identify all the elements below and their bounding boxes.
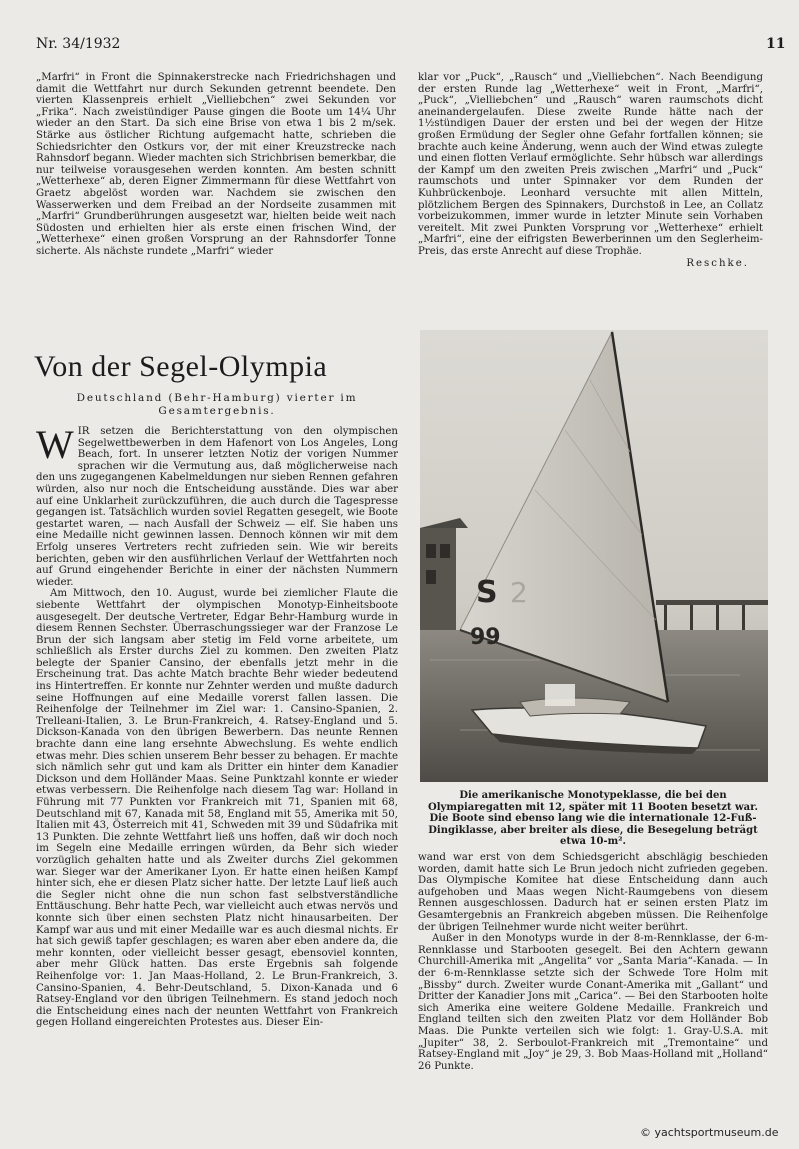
drop-cap: W [36,426,74,467]
article-subheadline: Deutschland (Behr-Hamburg) vierter im Gesamtergebnis. [76,392,358,417]
top-right-column-text: klar vor „Puck“, „Rausch“ und „Vielliebchen“. Nach Beendigung der ersten Runde lag „Wetterhexe“ weit in Front, „Marfri“, „Puck“, „Vielliebchen“ und „Rausch“ waren raumschots dicht aneinandergelaufen. Diese zweite Runde hätte nach der 1½stündigen Dauer der ersten und bei der wegen der Hitze großen Ermüdung der Segler ohne Gefahr fortfallen können; sie brachte auch keine Änderung, wenn auch der Wind etwas zulegte und einen flotten Verlauf ermöglichte. Sehr hübsch war allerdings der Kampf um den zweiten Preis zwischen „Marfri“ und „Puck“ raumschots und unter Spinnaker vor dem Runden der Kuhbrückenboje. Leonhard versuchte mit allen Mitteln, plötzlichem Bergen des Spinnakers, Durchstoß in Lee, an Collatz vorbeizukommen, immer wurde in letzter Minute sein Vorhaben vereitelt. Mit zwei Punkten Vorsprung vor „Wetterhexe“ erhielt „Marfri“, eine der eifrigsten Bewerberinnen um den Seglerheim-Preis, das erste Anrecht auf diese Trophäe. [418,72,763,257]
copyright-watermark: © yachtsportmuseum.de [640,1126,779,1139]
article-headline: Von der Segel-Olympia [34,350,328,383]
article-right-paragraph-1: wand war erst von dem Schiedsgericht abschlägig beschieden worden, damit hatte sich Le Brun jedoch nicht zufrieden gegeben. Das Olympische Komitee hat diese Entscheidung dann auch aufgehoben und Maas wegen Nicht-Raumgebens von diesem Rennen ausgeschlossen. Dadurch hat er seinen ersten Platz im Gesamtergebnis an Frankreich abgeben müssen. Die Reihenfolge der übrigen Teilnehmer wurde nicht weiter berührt. [418,852,768,933]
sailboat-photo [420,330,768,782]
issue-number: Nr. 34/1932 [36,36,121,52]
top-left-column-text: „Marfri“ in Front die Spinnakerstrecke nach Friedrichshagen und damit die Wettfahrt nur durch Sekunden getrennt beendete. Den vierten Klassenpreis erhielt „Vielliebchen“ zwei Sekunden vor „Frika“. Nach zweistündiger Pause gingen die Boote um 14¼ Uhr wieder an den Start. Da sich eine Brise von etwa 1 bis 2 m/sek. Stärke aus östlicher Richtung aufgemacht hatte, schrieben die Schiedsrichter den Ostkurs vor, der mit einer Kreuzstrecke nach Rahnsdorf begann. Wieder machten sich Strichbrisen bemerkbar, die nur teilweise vorausgesehen werden konnten. Am besten schnitt „Wetterhexe“ ab, deren Eigner Zimmermann für diese Wettfahrt von Graetz abgelöst worden war. Nachdem sie zwischen den Wasserwerken und dem Freibad an der Nordseite zusammen mit „Marfri“ Grundberührungen ausgesetzt war, hielten beide weit nach Südosten und erhielten hier als erste einen frischen Wind, der „Wetterhexe“ einen großen Vorsprung an der Rahnsdorfer Tonne sicherte. Als nächste rundete „Marfri“ wieder [36,72,396,257]
article-paragraph-2: Am Mittwoch, den 10. August, wurde bei ziemlicher Flaute die siebente Wettfahrt der olympischen Monotyp-Einheitsboote ausgesegelt. Der deutsche Vertreter, Edgar Behr-Hamburg wurde in diesem Rennen Sechster. Überraschungssieger war der Franzose Le Brun der sich langsam aber stetig im Feld vorne arbeitete, um schließlich als Erster durchs Ziel zu kommen. Den zweiten Platz belegte der Spanier Cansino, der ebenfalls jetzt mehr in die Erscheinung trat. Das achte Match brachte Behr wieder bedeutend ins Hintertreffen. Er konnte nur Zehnter werden und mußte dadurch seine Hoffnungen auf eine Medaille vorerst fallen lassen. Die Reihenfolge der Teilnehmer im Ziel war: 1. Cansino-Spanien, 2. Trelleani-Italien, 3. Le Brun-Frankreich, 4. Ratsey-England und 5. Dickson-Kanada von den übrigen Bewerbern. Das neunte Rennen brachte dann eine lang ersehnte Abwechslung. Es wehte endlich etwas mehr. Dies schien unserem Behr besser zu behagen. Er machte sich nämlich sehr gut und kam als Dritter ein hinter dem Kanadier Dickson und dem Holländer Maas. Seine Punktzahl konnte er wieder etwas verbessern. Die Reihenfolge nach diesem Tag war: Holland in Führung mit 77 Punkten vor Frankreich mit 71, Spanien mit 68, Deutschland mit 67, Kanada mit 58, England mit 55, Amerika mit 50, Italien mit 43, Österreich mit 41, Schweden mit 39 und Südafrika mit 13 Punkten. Die zehnte Wettfahrt ließ uns hoffen, daß wir doch noch im Segeln eine Medaille erringen würden, da Behr sich wieder vorzüglich gehalten hatte und als Zweiter durchs Ziel gekommen war. Sieger war der Amerikaner Lyon. Er hatte einen heißen Kampf hinter sich, ehe er diesen Platz sicher hatte. Der letzte Lauf ließ auch die Segler nicht ohne die nun schon fast selbstverständliche Enttäuschung. Behr hatte Pech, war vielleicht auch etwas nervös und konnte sich über einen sechsten Platz nicht hinausarbeiten. Der Kampf war aus und mit einer Medaille war es auch diesmal nichts. Er hat sich gewiß tapfer geschlagen; es waren aber eben andere da, die mehr konnten, oder vielleicht besser gesagt, ebensoviel konnten, aber mehr Glück hatten. Das erste Ergebnis sah folgende Reihenfolge vor: 1. Jan Maas-Holland, 2. Le Brun-Frankreich, 3. Cansino-Spanien, 4. Behr-Deutschland, 5. Dixon-Kanada und 6 Ratsey-England vor den übrigen Teilnehmern. Es stand jedoch noch die Entscheidung eines nach der neunten Wettfahrt von Frankreich gegen Holland eingereichten Protestes aus. Dieser Ein- [36,588,398,1029]
article-right-column [418,852,768,1127]
svg-text:2: 2 [510,576,528,609]
article-author: Reschke. [686,257,749,269]
sail-letter: S [476,575,498,610]
page-number: 11 [766,36,786,52]
top-right-column [418,72,763,312]
photo-caption: Die amerikanische Monotypeklasse, die bei den Olympiaregatten mit 12, später mit 11 Booten besetzt war. Die Boote sind ebenso lang wie die internationale 12-Fuß-Dingiklasse, aber breiter als diese, die Besegelung beträgt etwa 10-m². [428,790,758,848]
article-right-paragraph-2: Außer in den Monotyps wurde in der 8-m-Rennklasse, der 6-m-Rennklasse und Starbooten gesegelt. Bei den Achtern gewann Churchill-Amerika mit „Angelita“ vor „Santa Maria“-Kanada. — In der 6-m-Rennklasse setzte sich der Schwede Tore Holm mit „Bissby“ durch. Zweiter wurde Conant-Amerika mit „Gallant“ und Dritter der Kanadier Jons mit „Carica“. — Bei den Starbooten holte sich Amerika eine weitere Goldene Medaille. Frankreich und England teilten sich den zweiten Platz vor dem Holländer Bob Maas. Die Punkte verteilen sich wie folgt: 1. Gray-U.S.A. mit „Jupiter“ 38, 2. Serboulot-Frankreich mit „Tremontaine“ und Ratsey-England mit „Joy“ je 29, 3. Bob Maas-Holland mit „Holland“ 26 Punkte. [418,933,768,1072]
article-paragraph-1: IR setzen die Berichterstattung von den olympischen Segelwettbewerben in dem Hafenort von Los Angeles, Long Beach, fort. In unserer letzten Notiz der vorigen Nummer sprachen wir die Vermutung aus, daß möglicherweise nach den uns zugegangenen Kabelmeldungen nur sieben Rennen gefahren würden, also nur noch die Entscheidung ausstände. Dies war aber auf eine Unklarheit zurückzuführen, die auch durch die Tagespresse gegangen ist. Tatsächlich wurden soviel Regatten gesegelt, wie Boote gestartet waren, — nach Ausfall der Schweiz — elf. Sie haben uns eine Medaille nicht gewinnen lassen. Dennoch können wir mit dem Erfolg unseres Vertreters recht zufrieden sein. Wie wir bereits berichten, geben wir den ausführlichen Verlauf der Wettfahrten noch auf Grund eingehender Berichte in einer der nächsten Nummern wieder. [36,426,398,588]
article-left-column [36,426,398,1126]
sailboat-illustration [420,330,768,782]
sail-number: 99 [470,625,501,650]
